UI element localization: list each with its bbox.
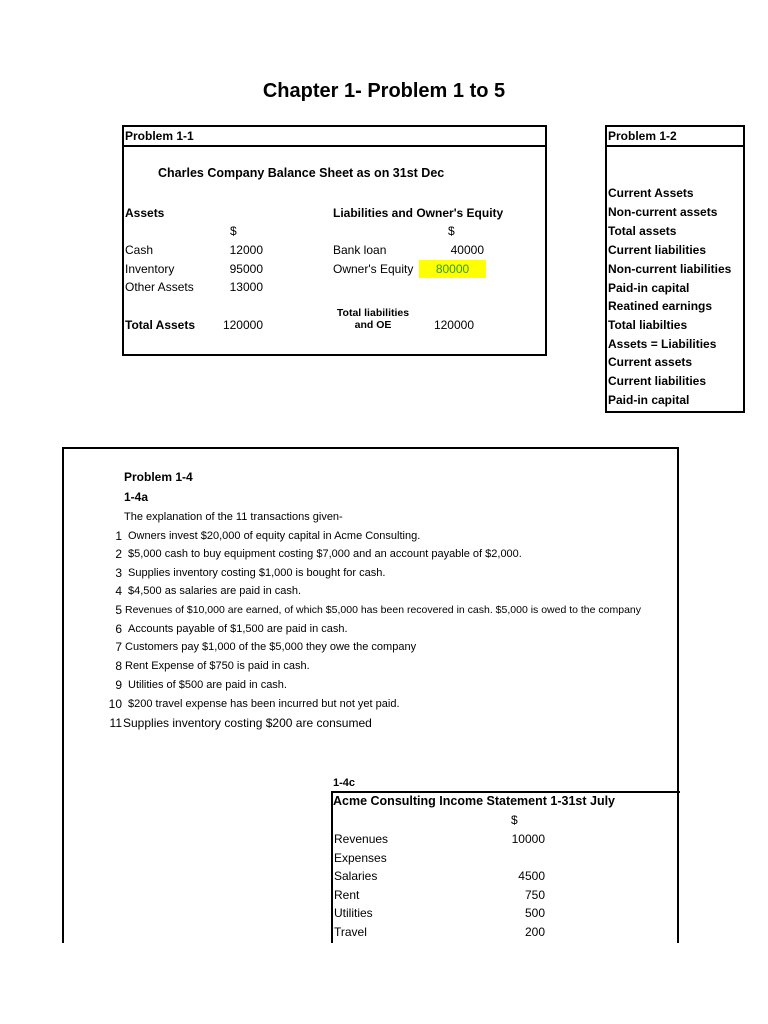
- transaction-text: Accounts payable of $1,500 are paid in cash.: [128, 623, 348, 635]
- transaction-text: Utilities of $500 are paid in cash.: [128, 679, 287, 691]
- assets-currency: $: [230, 224, 237, 238]
- statement-row-label: Utilities: [334, 906, 373, 920]
- liabilities-header: Liabilities and Owner's Equity: [333, 206, 504, 220]
- statement-row-value: 750: [524, 888, 545, 902]
- problem-1-4a-label: 1-4a: [124, 490, 149, 504]
- statement-left-border: [331, 791, 333, 943]
- asset-label: Inventory: [125, 262, 175, 276]
- p12-row: Current liabilities: [608, 243, 707, 257]
- transaction-text: Supplies inventory costing $200 are consumed: [123, 716, 372, 730]
- item-number: 6: [115, 622, 122, 636]
- item-number: 3: [115, 566, 122, 580]
- asset-label: Cash: [125, 243, 154, 257]
- asset-value: 13000: [229, 280, 263, 294]
- transaction-text: Owners invest $20,000 of equity capital in Acme Consulting.: [128, 530, 421, 542]
- statement-row-value: 500: [524, 906, 545, 920]
- statement-row-value: 10000: [511, 832, 545, 846]
- frame-right-border: [677, 447, 679, 943]
- statement-row-label: Rent: [334, 888, 360, 902]
- item-number: 10: [108, 697, 122, 711]
- assets-header: Assets: [125, 206, 165, 220]
- problem-1-2-label: Problem 1-2: [608, 129, 677, 143]
- item-number: 5: [115, 603, 122, 617]
- p12-row: Paid-in capital: [608, 393, 690, 407]
- transaction-text: Supplies inventory costing $1,000 is bought for cash.: [128, 567, 386, 579]
- item-number: 11: [109, 716, 122, 730]
- p12-row: Current Assets: [608, 186, 694, 200]
- header-divider: [605, 145, 745, 147]
- p12-row: Non-current assets: [608, 205, 718, 219]
- problem-1-2-panel: [605, 125, 732, 413]
- statement-top-border: [331, 791, 680, 793]
- statement-row-value: 4500: [518, 869, 545, 883]
- total-assets-label: Total Assets: [125, 318, 196, 332]
- p12-row: Non-current liabilities: [608, 262, 732, 276]
- transaction-text: $4,500 as salaries are paid in cash.: [128, 585, 302, 597]
- transactions-intro: The explanation of the 11 transactions given-: [124, 511, 343, 523]
- statement-row-label: Travel: [334, 925, 367, 939]
- problem-1-4-panel: [64, 449, 677, 743]
- statement-currency: $: [511, 813, 518, 827]
- p12-row: Paid-in capital: [608, 281, 690, 295]
- item-number: 8: [115, 659, 122, 673]
- transaction-text: $200 travel expense has been incurred but not yet paid.: [128, 698, 400, 710]
- liab-currency: $: [448, 224, 455, 238]
- item-number: 4: [115, 584, 122, 598]
- item-number: 9: [115, 678, 122, 692]
- statement-row-value: 200: [524, 925, 545, 939]
- liability-label: Bank loan: [333, 243, 387, 257]
- item-number: 2: [115, 547, 122, 561]
- statement-row-label: Salaries: [334, 869, 378, 883]
- total-liab-label: and OE: [354, 319, 392, 331]
- income-statement-heading: Acme Consulting Income Statement 1-31st July: [333, 794, 616, 808]
- total-liab-value: 120000: [433, 318, 474, 332]
- asset-label: Other Assets: [125, 280, 194, 294]
- page-title: Chapter 1- Problem 1 to 5: [262, 80, 506, 102]
- p12-row: Reatined earnings: [608, 299, 713, 313]
- item-number: 1: [115, 529, 122, 543]
- liability-label: Owner's Equity: [333, 262, 414, 276]
- problem-1-4c-label: 1-4c: [333, 777, 356, 789]
- item-number: 7: [115, 640, 122, 654]
- liability-value: 40000: [450, 243, 484, 257]
- p12-row: Total assets: [608, 224, 677, 238]
- p12-row: Current liabilities: [608, 374, 707, 388]
- transaction-text: Revenues of $10,000 are earned, of which $5,000 has been recovered in cash. $5,000 is owed to the company: [125, 604, 642, 616]
- total-assets-value: 120000: [222, 318, 263, 332]
- total-liab-label: Total liabilities: [336, 307, 410, 319]
- problem-1-1-label: Problem 1-1: [125, 129, 194, 143]
- transaction-text: Customers pay $1,000 of the $5,000 they owe the company: [125, 641, 417, 653]
- p12-row: Current assets: [608, 355, 693, 369]
- transaction-text: Rent Expense of $750 is paid in cash.: [125, 660, 310, 672]
- p12-row: Total liabilties: [608, 318, 688, 332]
- header-divider: [124, 145, 545, 147]
- balance-sheet-heading: Charles Company Balance Sheet as on 31st Dec: [158, 166, 445, 180]
- problem-1-4-label: Problem 1-4: [124, 470, 193, 484]
- asset-value: 12000: [229, 243, 263, 257]
- p12-row: Assets = Liabilities: [608, 337, 717, 351]
- owners-equity-value: 80000: [419, 260, 486, 278]
- transaction-text: $5,000 cash to buy equipment costing $7,000 and an account payable of $2,000.: [128, 548, 522, 560]
- statement-row-label: Expenses: [334, 851, 387, 865]
- statement-row-label: Revenues: [334, 832, 389, 846]
- asset-value: 95000: [229, 262, 263, 276]
